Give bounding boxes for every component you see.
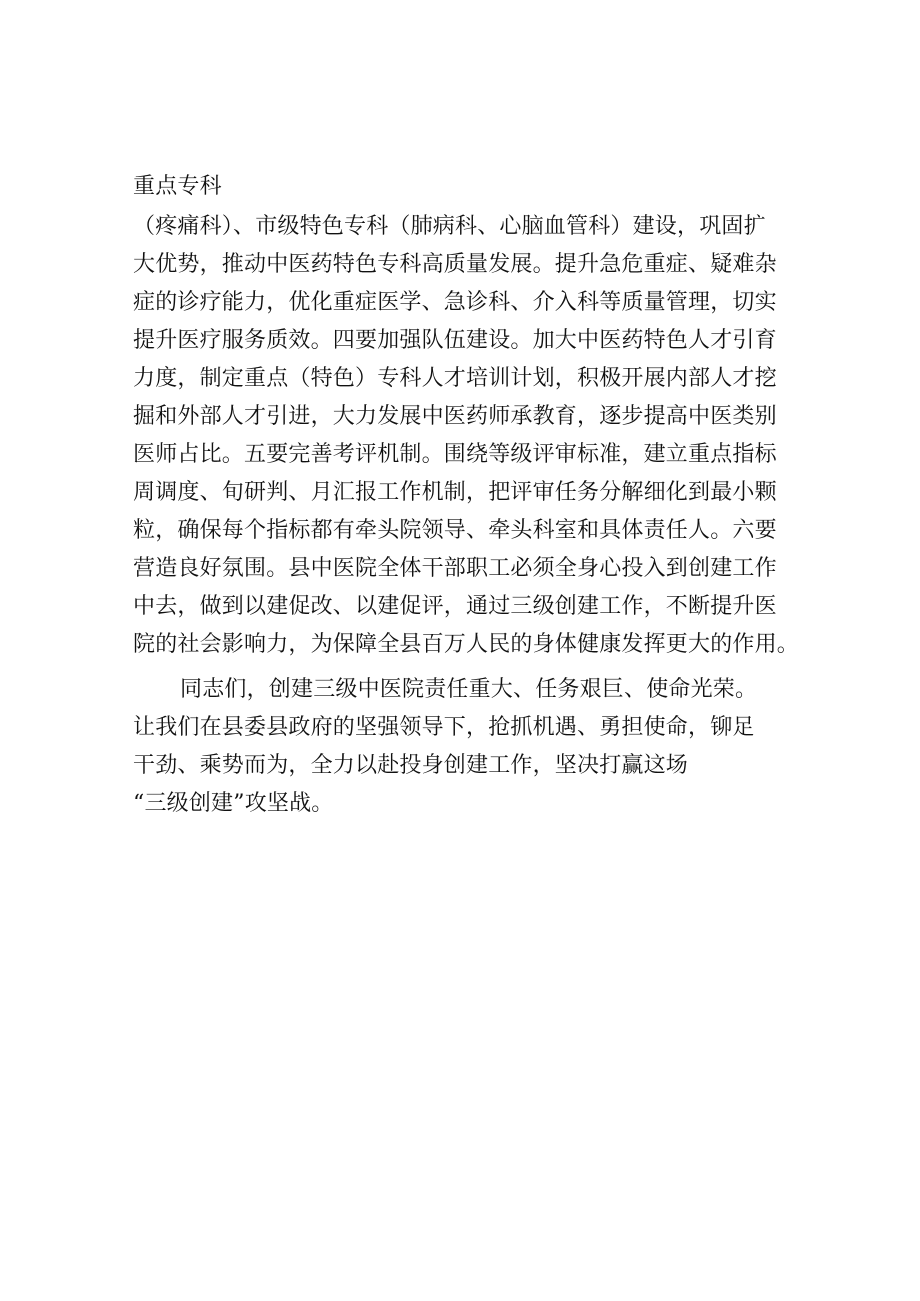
- paragraph-1-line-8: 周调度、旬研判、月汇报工作机制，把评审任务分解细化到最小颗: [133, 480, 777, 505]
- paragraph-1-line-2: 大优势，推动中医药特色专科高质量发展。提升急危重症、疑难杂: [133, 252, 777, 277]
- paragraph-1-line-11: 中去，做到以建促改、以建促评，通过三级创建工作，不断提升医: [133, 594, 777, 619]
- paragraph-2-line-3: 干劲、乘势而为，全力以赴投身创建工作，坚决打赢这场: [133, 753, 689, 778]
- section-heading: 重点专科: [133, 174, 222, 199]
- paragraph-1-line-10: 营造良好氛围。县中医院全体干部职工必须全身心投入到创建工作: [133, 556, 777, 581]
- paragraph-1-line-1: （疼痛科）、市级特色专科（肺病科、心脑血管科）建设，巩固扩: [133, 214, 766, 239]
- paragraph-1-line-5: 力度，制定重点（特色）专科人才培训计划，积极开展内部人才挖: [133, 366, 777, 391]
- paragraph-2-line-2: 让我们在县委县政府的坚强领导下，抢抓机遇、勇担使命，铆足: [133, 715, 755, 740]
- paragraph-1-line-6: 掘和外部人才引进，大力发展中医药师承教育，逐步提高中医类别: [133, 404, 777, 429]
- paragraph-1-line-12: 院的社会影响力，为保障全县百万人民的身体健康发挥更大的作用。: [133, 632, 800, 657]
- paragraph-2-line-4: “三级创建”攻坚战。: [133, 791, 334, 816]
- paragraph-2-line-1: 同志们，创建三级中医院责任重大、任务艰巨、使命光荣。: [180, 677, 758, 702]
- paragraph-1-line-4: 提升医疗服务质效。四要加强队伍建设。加大中医药特色人才引育: [133, 328, 777, 353]
- paragraph-1-line-9: 粒，确保每个指标都有牵头院领导、牵头科室和具体责任人。六要: [133, 518, 777, 543]
- paragraph-1-line-7: 医师占比。五要完善考评机制。围绕等级评审标准，建立重点指标: [133, 442, 777, 467]
- paragraph-1-line-3: 症的诊疗能力，优化重症医学、急诊科、介入科等质量管理，切实: [133, 290, 777, 315]
